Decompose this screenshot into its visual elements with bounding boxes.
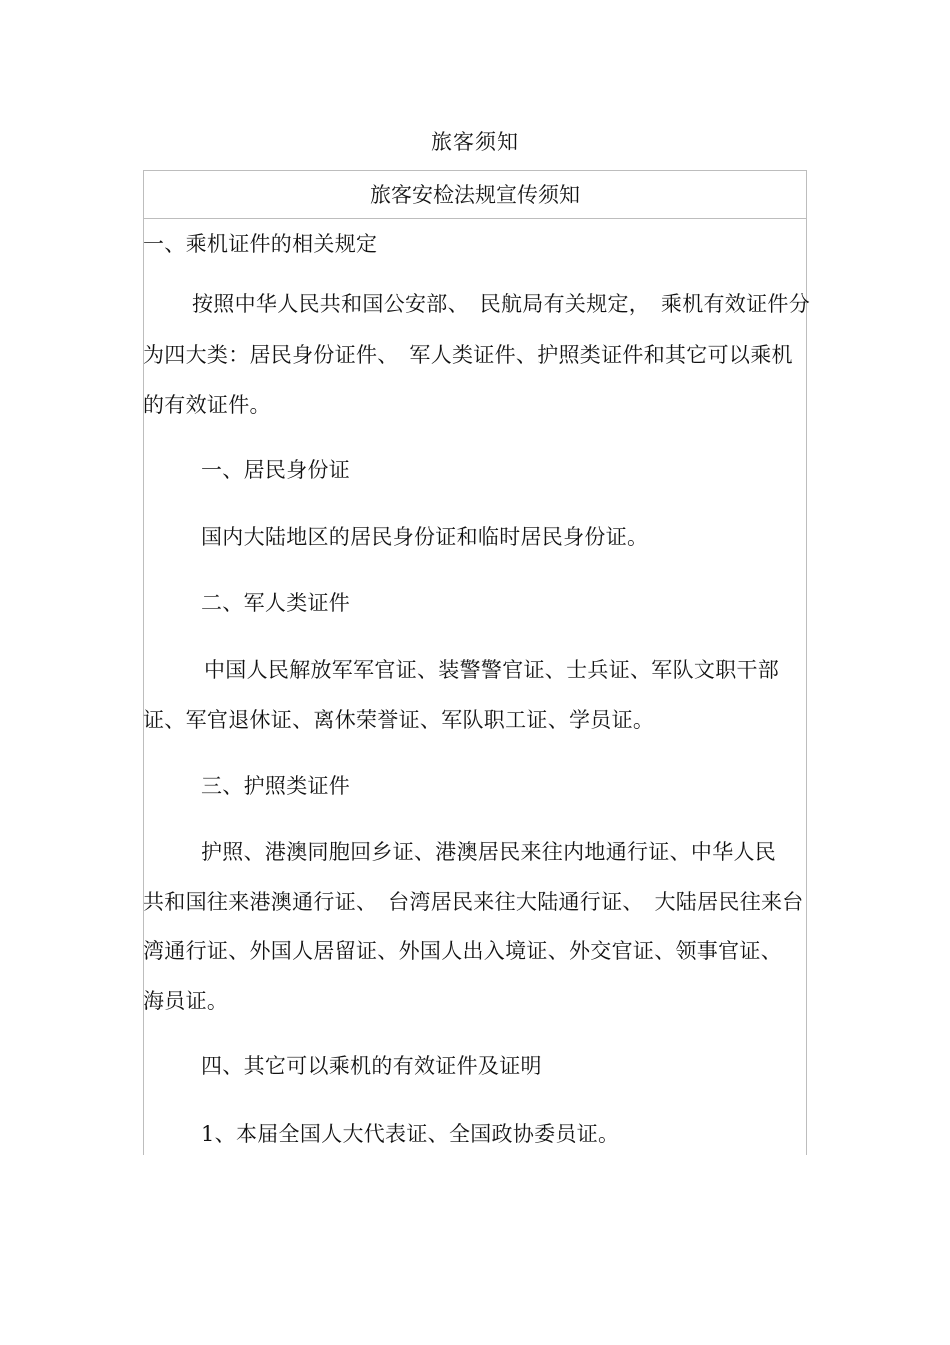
category-text: 国内大陆地区的居民身份证和临时居民身份证。 [201, 525, 649, 549]
table-header: 旅客安检法规宣传须知 [370, 183, 580, 207]
category-heading-other: 四、其它可以乘机的有效证件及证明 [201, 1054, 542, 1078]
category-text: 湾通行证、外国人居留证、外国人出入境证、外交官证、领事官证、 [143, 939, 782, 963]
table-header-cell [144, 171, 806, 219]
category-heading-passport: 三、护照类证件 [201, 774, 351, 798]
category-heading-military: 二、军人类证件 [201, 591, 351, 615]
section-heading: 一、乘机证件的相关规定 [143, 232, 378, 256]
category-heading-id-card: 一、居民身份证 [201, 458, 351, 482]
intro-line: 按照中华人民共和国公安部、 民航局有关规定， 乘机有效证件分 [192, 292, 810, 316]
category-text: 证、军官退休证、离休荣誉证、军队职工证、学员证。 [143, 708, 655, 732]
category-text: 1、本届全国人大代表证、全国政协委员证。 [201, 1122, 620, 1146]
page-title: 旅客须知 [431, 130, 519, 154]
intro-line: 的有效证件。 [143, 393, 271, 417]
category-text: 海员证。 [143, 989, 229, 1013]
category-text: 护照、港澳同胞回乡证、港澳居民来往内地通行证、中华人民 [201, 840, 777, 864]
category-text: 共和国往来港澳通行证、 台湾居民来往大陆通行证、 大陆居民往来台 [143, 890, 804, 914]
intro-line: 为四大类：居民身份证件、 军人类证件、护照类证件和其它可以乘机 [143, 343, 793, 367]
category-text: 中国人民解放军军官证、装警警官证、士兵证、军队文职干部 [204, 658, 780, 682]
